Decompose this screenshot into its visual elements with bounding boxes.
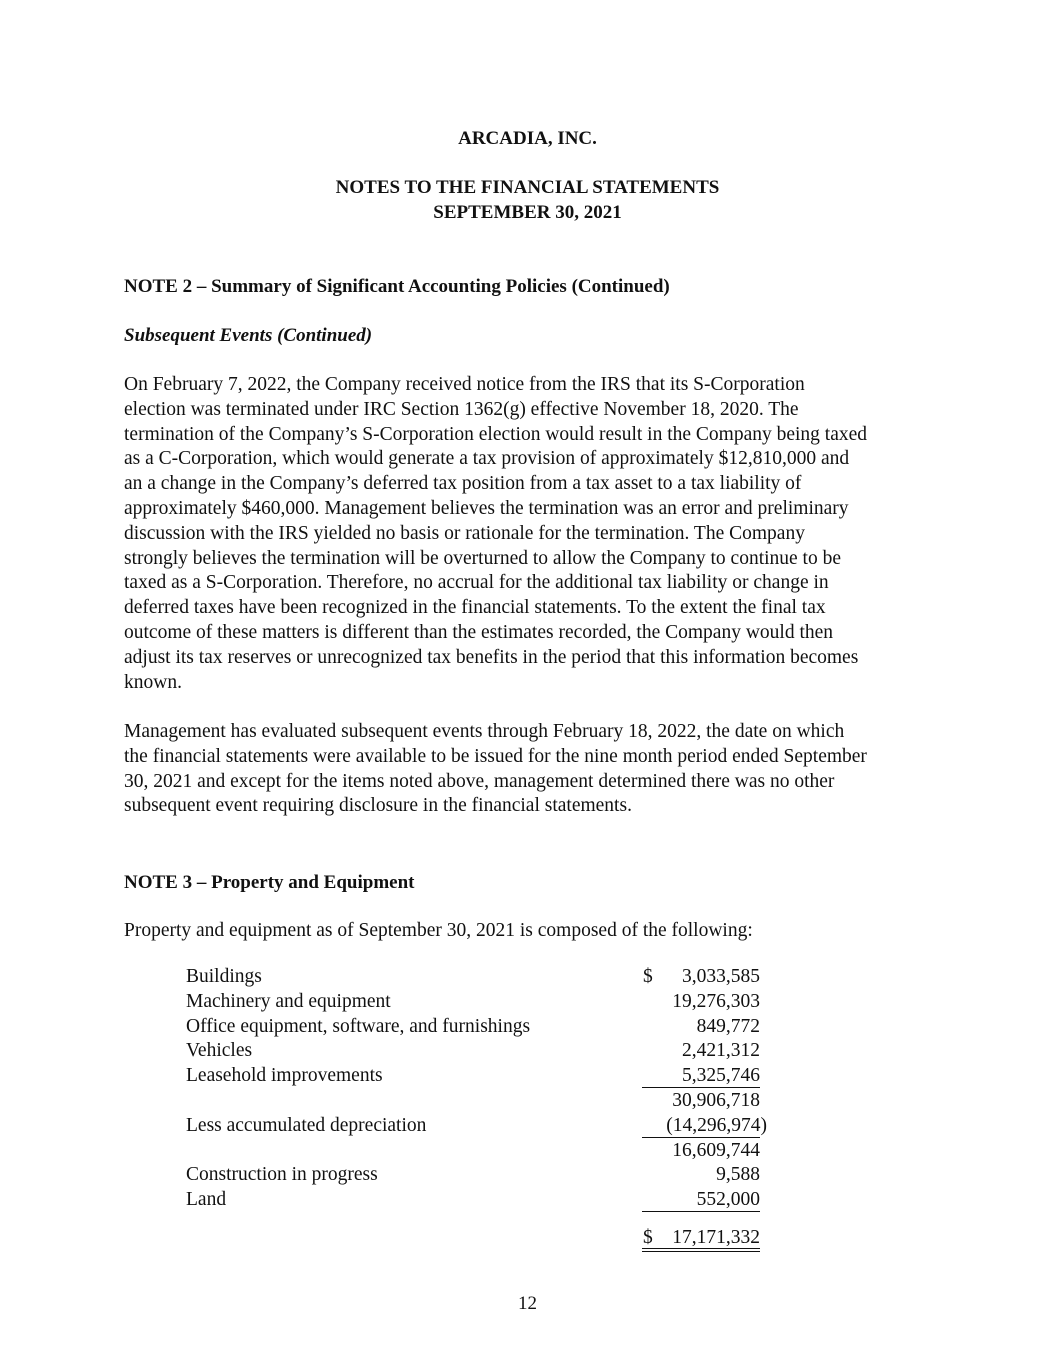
property-equipment-table [186, 965, 766, 1251]
row-amount: 849,772 [696, 1015, 760, 1037]
company-name: ARCADIA, INC. [458, 128, 597, 149]
text-line: On February 7, 2022, the Company received notice from the IRS that its S-Corporation [124, 374, 805, 395]
total-rule [642, 1211, 760, 1212]
table-row [186, 1163, 766, 1188]
table-row-subtotal [186, 1089, 766, 1114]
row-label: Machinery and equipment [186, 990, 391, 1012]
text-line: as a C-Corporation, which would generate a tax provision of approximately $12,810,000 and [124, 448, 850, 470]
table-row [186, 1015, 766, 1040]
double-underline-top [642, 1248, 760, 1249]
table-row [186, 1064, 766, 1089]
row-label: Leasehold improvements [186, 1065, 383, 1087]
text-line: deferred taxes have been recognized in the financial statements. To the extent the final tax [124, 597, 826, 619]
row-amount: 9,588 [716, 1164, 760, 1186]
table-row [186, 965, 766, 990]
row-label: Vehicles [186, 1040, 253, 1062]
note2-heading: NOTE 2 – Summary of Significant Accounting Policies (Continued) [124, 276, 670, 297]
text-line: the financial statements were available to be issued for the nine month period ended September [124, 745, 867, 767]
row-label: Land [186, 1189, 227, 1211]
note3-heading: NOTE 3 – Property and Equipment [124, 872, 415, 893]
text-line: outcome of these matters is different than the estimates recorded, the Company would then [124, 621, 834, 643]
table-row [186, 990, 766, 1015]
total-amount: 17,171,332 [672, 1226, 760, 1248]
row-amount: 2,421,312 [682, 1040, 760, 1062]
table-row [186, 1114, 766, 1139]
page-number: 12 [518, 1293, 537, 1314]
subtotal-amount: 16,609,744 [672, 1139, 760, 1161]
currency-symbol: $ [643, 1226, 653, 1248]
text-line: termination of the Company’s S-Corporation election would result in the Company being taxed [124, 423, 868, 445]
note2-paragraph-1 [124, 373, 936, 695]
row-label: Office equipment, software, and furnishings [186, 1015, 531, 1037]
table-row-subtotal [186, 1139, 766, 1164]
text-line: taxed as a S-Corporation. Therefore, no accrual for the additional tax liability or change in [124, 572, 829, 594]
text-line: subsequent event requiring disclosure in the financial statements. [124, 795, 632, 817]
text-line: an a change in the Company’s deferred tax position from a tax asset to a tax liability of [124, 473, 802, 495]
row-amount: 552,000 [696, 1189, 760, 1211]
note2-subheading: Subsequent Events (Continued) [124, 325, 373, 346]
document-title: NOTES TO THE FINANCIAL STATEMENTS [335, 177, 720, 198]
document-date: SEPTEMBER 30, 2021 [433, 202, 622, 223]
row-amount: 3,033,585 [682, 966, 760, 987]
table-row [186, 1039, 766, 1064]
table-row-total [186, 1226, 766, 1251]
row-label: Construction in progress [186, 1164, 378, 1186]
row-label: Less accumulated depreciation [186, 1114, 427, 1136]
text-line: approximately $460,000. Management believes the termination was an error and preliminary [124, 497, 849, 519]
currency-symbol: $ [643, 966, 653, 987]
note2-paragraph-2 [124, 720, 936, 819]
table-row [186, 1188, 766, 1213]
text-line: 30, 2021 and except for the items noted above, management determined there was no other [124, 770, 835, 792]
text-line: election was terminated under IRC Section 1362(g) effective November 18, 2020. The [124, 398, 799, 420]
subtotal-amount: 30,906,718 [672, 1089, 760, 1111]
double-underline-bottom [642, 1251, 760, 1252]
text-line: strongly believes the termination will be overturned to allow the Company to continue to be [124, 547, 842, 569]
text-line: Management has evaluated subsequent events through February 18, 2022, the date on which [124, 721, 845, 742]
text-line: known. [124, 671, 182, 693]
row-amount: 5,325,746 [682, 1065, 760, 1087]
row-amount: (14,296,974) [666, 1114, 767, 1136]
note3-intro: Property and equipment as of September 30, 2021 is composed of the following: [124, 920, 753, 941]
row-amount: 19,276,303 [672, 990, 760, 1012]
row-label: Buildings [186, 966, 262, 987]
text-line: adjust its tax reserves or unrecognized tax benefits in the period that this information becomes [124, 646, 859, 668]
text-line: discussion with the IRS yielded no basis or rationale for the termination. The Company [124, 522, 805, 544]
